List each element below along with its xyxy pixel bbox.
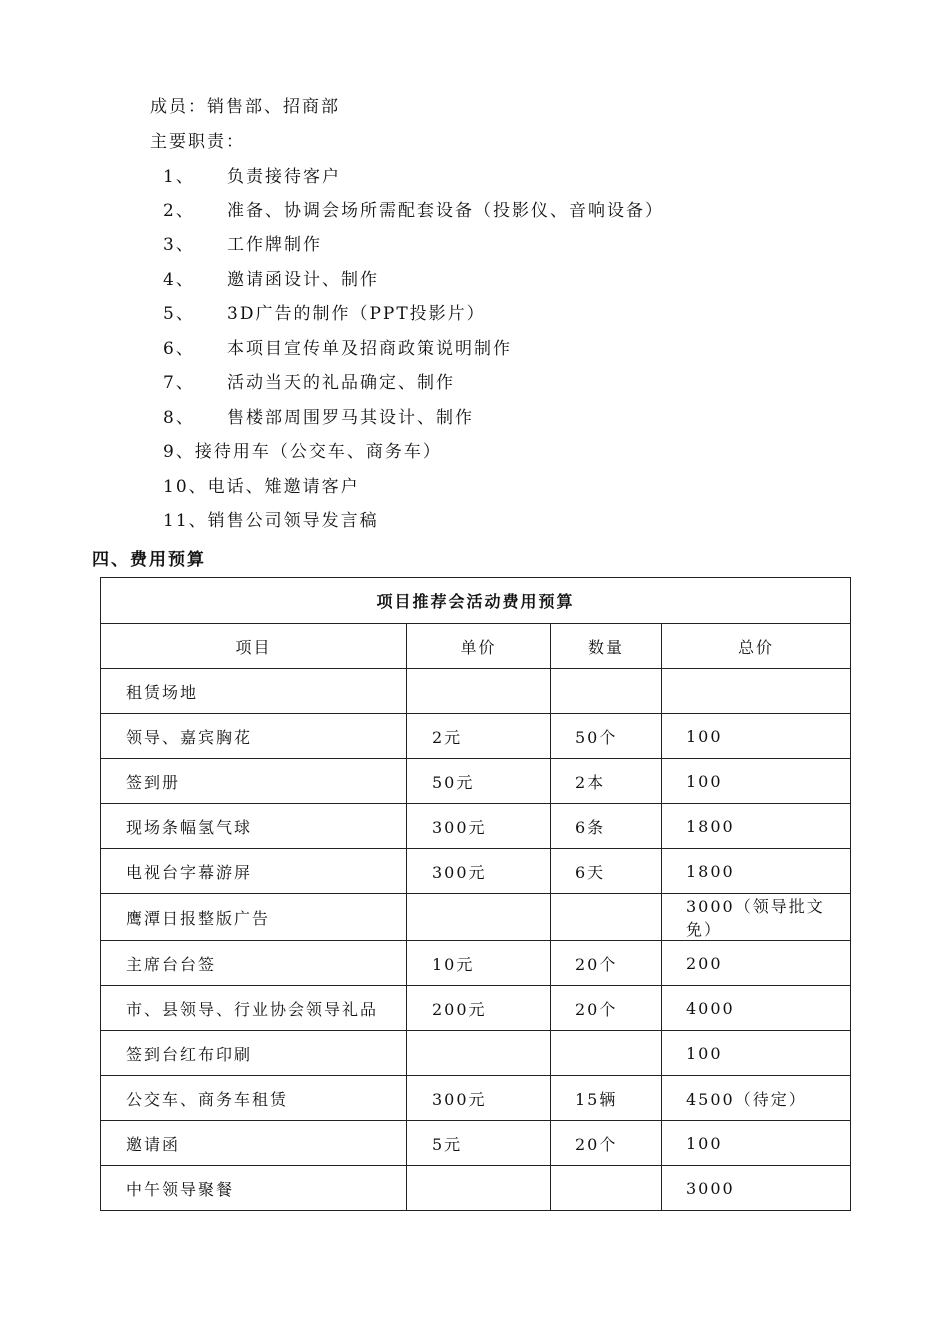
cell-total: 200 (662, 941, 851, 986)
cell-quantity: 6条 (551, 804, 662, 849)
list-item-text: 工作牌制作 (227, 235, 322, 255)
list-item (163, 303, 486, 325)
list-item-number: 6、 (163, 339, 195, 359)
cell-quantity: 2本 (551, 759, 662, 804)
list-item-text: 售楼部周围罗马其设计、制作 (227, 408, 474, 428)
list-item-number: 4、 (163, 270, 195, 290)
list-item-number: 5、 (163, 304, 195, 324)
cell-quantity (551, 1031, 662, 1076)
table-row (101, 759, 851, 804)
cell-item: 签到台红布印刷 (101, 1031, 407, 1076)
table-row (101, 804, 851, 849)
table-row (101, 986, 851, 1031)
cell-total: 1800 (662, 804, 851, 849)
cell-quantity (551, 1166, 662, 1211)
section-title: 四、费用预算 (92, 550, 206, 570)
cell-item: 市、县领导、行业协会领导礼品 (101, 986, 407, 1031)
cell-unit-price (407, 1166, 551, 1211)
cell-item: 鹰潭日报整版广告 (101, 894, 407, 941)
list-item-number: 1、 (163, 167, 195, 187)
cell-item: 公交车、商务车租赁 (101, 1076, 407, 1121)
table-row (101, 941, 851, 986)
cell-quantity: 20个 (551, 1121, 662, 1166)
list-item (163, 407, 474, 429)
column-header-total: 总价 (662, 624, 851, 669)
list-item-text: 本项目宣传单及招商政策说明制作 (227, 339, 512, 359)
cell-total: 4000 (662, 986, 851, 1031)
cell-item: 电视台字幕游屏 (101, 849, 407, 894)
cell-quantity: 6天 (551, 849, 662, 894)
cell-quantity: 15辆 (551, 1076, 662, 1121)
list-item (163, 269, 379, 291)
table-header-row (101, 624, 851, 669)
cell-total: 100 (662, 714, 851, 759)
cell-unit-price: 200元 (407, 986, 551, 1031)
list-item-text: 3D广告的制作（PPT投影片） (227, 304, 486, 324)
cell-item: 领导、嘉宾胸花 (101, 714, 407, 759)
cell-unit-price: 2元 (407, 714, 551, 759)
table-caption: 项目推荐会活动费用预算 (101, 578, 851, 624)
cell-unit-price (407, 1031, 551, 1076)
cell-unit-price: 300元 (407, 804, 551, 849)
cell-item: 邀请函 (101, 1121, 407, 1166)
table-row (101, 714, 851, 759)
column-header-quantity: 数量 (551, 624, 662, 669)
list-item: 11、销售公司领导发言稿 (163, 511, 379, 531)
list-item: 9、接待用车（公交车、商务车） (163, 442, 442, 462)
cell-item: 签到册 (101, 759, 407, 804)
list-item (163, 372, 455, 394)
cell-item: 主席台台签 (101, 941, 407, 986)
cell-total: 3000 (662, 1166, 851, 1211)
cell-total: 4500（待定） (662, 1076, 851, 1121)
budget-table (100, 577, 851, 1211)
list-item-text: 准备、协调会场所需配套设备（投影仪、音响设备） (227, 201, 664, 221)
cell-item: 租赁场地 (101, 669, 407, 714)
cell-total: 100 (662, 759, 851, 804)
cell-quantity: 50个 (551, 714, 662, 759)
cell-quantity: 20个 (551, 986, 662, 1031)
cell-total (662, 669, 851, 714)
list-item (163, 338, 512, 360)
list-item-number: 2、 (163, 201, 195, 221)
cell-quantity (551, 894, 662, 941)
list-item-text: 活动当天的礼品确定、制作 (227, 373, 455, 393)
table-row (101, 894, 851, 941)
cell-unit-price: 50元 (407, 759, 551, 804)
list-item (163, 200, 664, 222)
table-row (101, 1076, 851, 1121)
cell-item: 现场条幅氢气球 (101, 804, 407, 849)
cell-total: 1800 (662, 849, 851, 894)
list-item-number: 8、 (163, 408, 195, 428)
cell-quantity: 20个 (551, 941, 662, 986)
members-line: 成员：销售部、招商部 (150, 97, 340, 117)
column-header-item: 项目 (101, 624, 407, 669)
cell-total: 100 (662, 1031, 851, 1076)
column-header-unit-price: 单价 (407, 624, 551, 669)
list-item-number: 7、 (163, 373, 195, 393)
list-item-text: 负责接待客户 (227, 167, 341, 187)
cell-unit-price: 5元 (407, 1121, 551, 1166)
table-row (101, 849, 851, 894)
table-caption-row (101, 578, 851, 624)
table-row (101, 669, 851, 714)
list-item (163, 234, 322, 256)
cell-unit-price: 300元 (407, 849, 551, 894)
table-row (101, 1031, 851, 1076)
table-row (101, 1121, 851, 1166)
list-item-number: 3、 (163, 235, 195, 255)
table-row (101, 1166, 851, 1211)
list-item (163, 166, 341, 188)
list-item-text: 邀请函设计、制作 (227, 270, 379, 290)
cell-unit-price (407, 894, 551, 941)
list-item: 10、电话、雉邀请客户 (163, 477, 360, 497)
cell-unit-price: 300元 (407, 1076, 551, 1121)
cell-quantity (551, 669, 662, 714)
duties-label: 主要职责： (150, 132, 245, 152)
cell-item: 中午领导聚餐 (101, 1166, 407, 1211)
cell-total: 3000（领导批文免） (662, 894, 851, 941)
cell-unit-price (407, 669, 551, 714)
cell-unit-price: 10元 (407, 941, 551, 986)
cell-total: 100 (662, 1121, 851, 1166)
